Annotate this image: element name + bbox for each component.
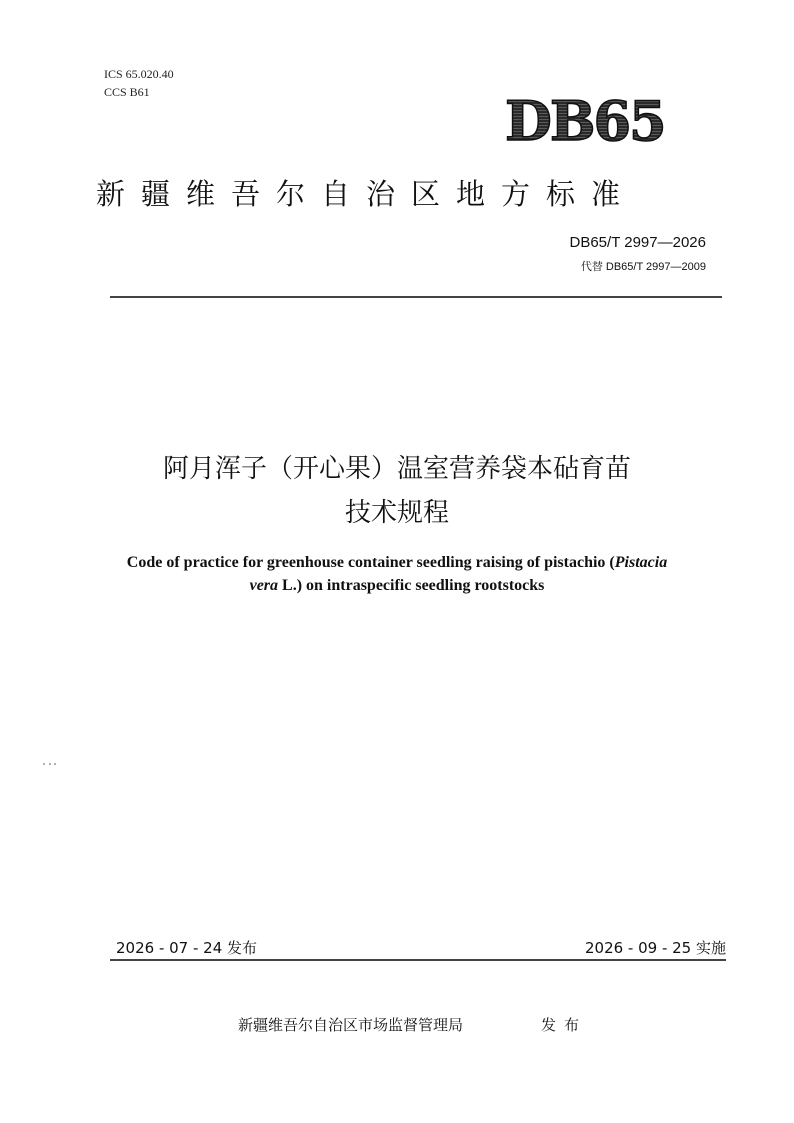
title-cn-line1: 阿月浑子（开心果）温室营养袋本砧育苗 <box>162 454 631 484</box>
title-cn-line2: 技术规程 <box>344 498 449 528</box>
bottom-divider <box>110 959 726 961</box>
ics-code: ICS 65.020.40 <box>104 67 174 81</box>
implement-date: 2026 - 09 - 25 实施 <box>584 939 726 957</box>
title-en-genus: Pistacia <box>614 554 668 571</box>
issuing-authority: 新疆维吾尔自治区市场监督管理局 <box>238 1016 464 1034</box>
logo-text: DB65 <box>505 92 665 148</box>
title-en-line2 <box>90 575 704 597</box>
db65-logo <box>505 92 675 148</box>
title-en-line2-text: L.) on intraspecific seedling rootstocks <box>278 577 545 594</box>
scan-specks <box>42 752 58 758</box>
title-en-line1 <box>90 552 704 574</box>
standard-number: DB65/T 2997—2026 <box>569 234 706 251</box>
ccs-code: CCS B61 <box>104 85 150 99</box>
issue-label: 发布 <box>541 1016 588 1034</box>
publish-date: 2026 - 07 - 24 发布 <box>116 939 258 957</box>
replaces-number: 代替 DB65/T 2997—2009 <box>580 261 706 273</box>
title-en-species: vera <box>249 577 279 594</box>
standard-type: 新疆维吾尔自治区地方标准 <box>96 177 637 211</box>
title-en-line1-text: Code of practice for greenhouse container seedling raising of pistachio ( <box>126 554 615 571</box>
top-divider <box>110 296 722 298</box>
